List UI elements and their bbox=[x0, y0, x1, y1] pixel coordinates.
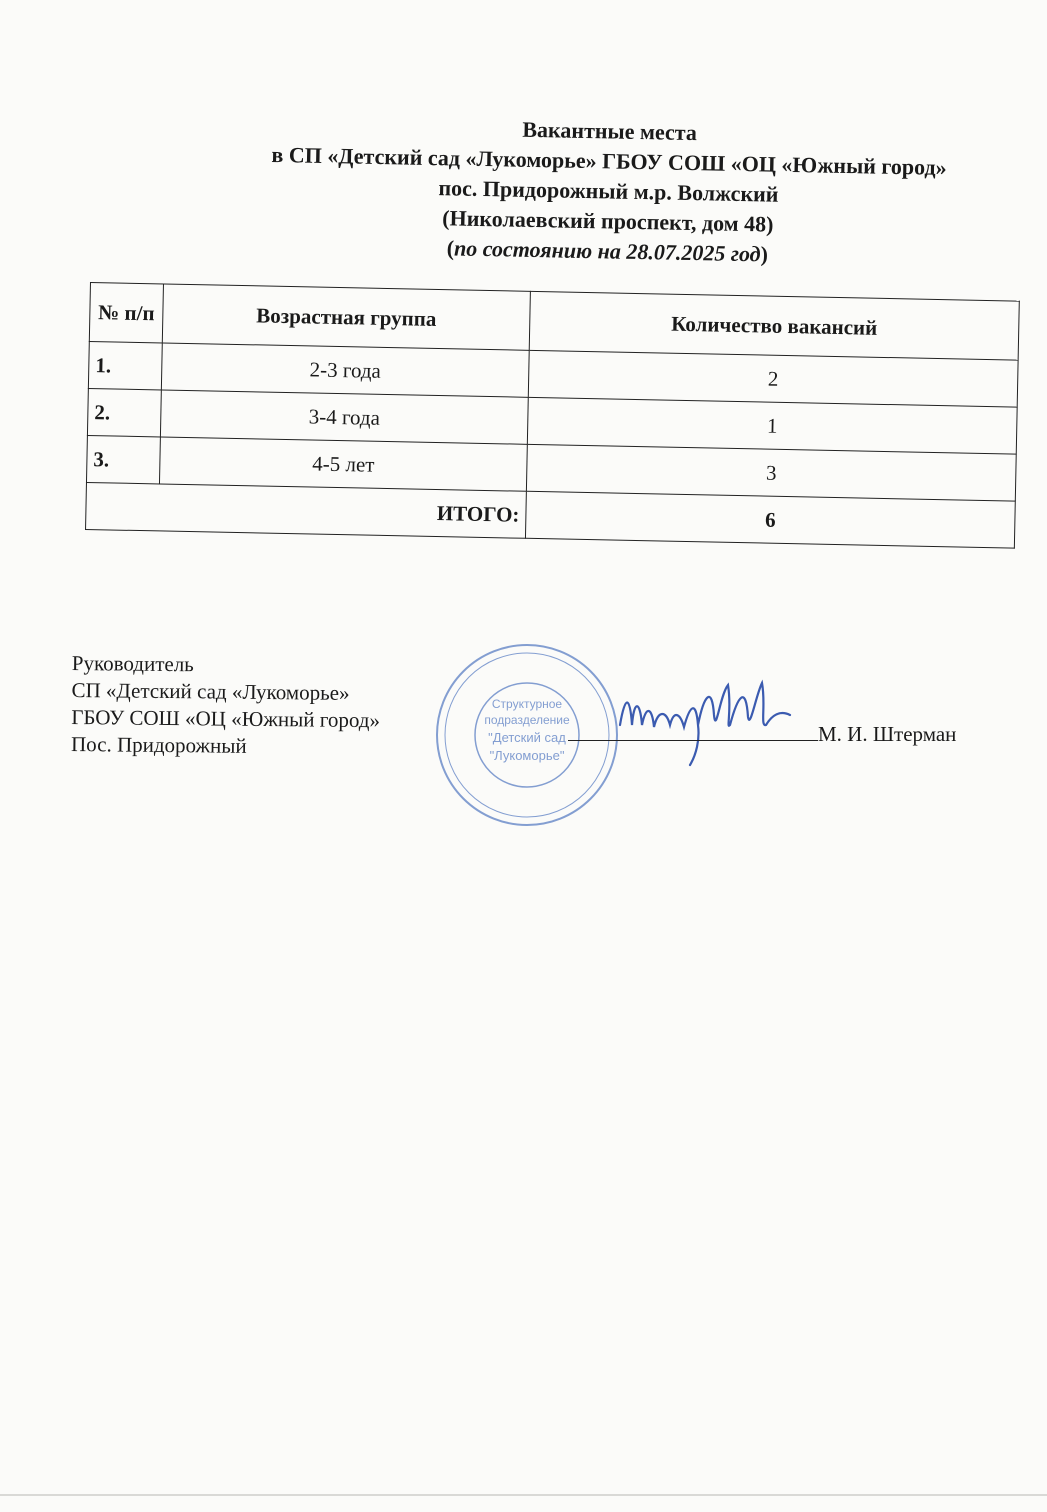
total-label: ИТОГО: bbox=[86, 482, 527, 538]
row-age-group: 2-3 года bbox=[161, 343, 529, 397]
signoff-block bbox=[71, 650, 381, 761]
row-count: 1 bbox=[527, 397, 1017, 454]
row-num: 3. bbox=[86, 435, 160, 483]
header-locality: пос. Придорожный м.р. Волжский bbox=[438, 175, 779, 207]
document-header bbox=[167, 108, 1047, 275]
stamp-line-1: Структурное bbox=[491, 697, 563, 711]
header-age-group: Возрастная группа bbox=[162, 284, 530, 350]
stamp-line-2: подразделение bbox=[484, 713, 570, 727]
header-vacancy-count: Количество вакансий bbox=[529, 291, 1019, 360]
signoff-locality: Пос. Придорожный bbox=[70, 731, 247, 758]
signature-line bbox=[568, 722, 818, 741]
row-num: 2. bbox=[87, 388, 161, 436]
signoff-org-1: СП «Детский сад «Лукоморье» bbox=[71, 677, 350, 705]
vacancies-table-wrap bbox=[85, 282, 1020, 549]
header-num: № п/п bbox=[89, 283, 163, 343]
header-date-text: по состоянию на 28.07.2025 год bbox=[453, 235, 761, 267]
scan-edge-divider bbox=[0, 1494, 1047, 1496]
row-count: 2 bbox=[528, 350, 1018, 407]
stamp-line-3: "Детский сад bbox=[488, 730, 566, 745]
header-title: Вакантные места bbox=[522, 116, 698, 146]
header-date-close: ) bbox=[760, 241, 769, 267]
row-age-group: 4-5 лет bbox=[159, 437, 527, 491]
row-count: 3 bbox=[526, 444, 1016, 501]
row-age-group: 3-4 года bbox=[160, 390, 528, 444]
header-organization: в СП «Детский сад «Лукоморье» ГБОУ СОШ «ОЦ «Южный город» bbox=[271, 141, 947, 180]
signer-block bbox=[568, 722, 956, 747]
header-address: (Николаевский проспект, дом 48) bbox=[442, 205, 774, 237]
total-value: 6 bbox=[525, 491, 1015, 548]
signoff-org-2: ГБОУ СОШ «ОЦ «Южный город» bbox=[71, 704, 381, 733]
signoff-position: Руководитель bbox=[71, 650, 194, 677]
header-date-open: ( bbox=[446, 235, 455, 261]
handwritten-signature-icon bbox=[600, 655, 800, 775]
row-num: 1. bbox=[88, 341, 162, 389]
stamp-line-4: "Лукоморье" bbox=[489, 748, 565, 763]
vacancies-table bbox=[85, 282, 1020, 549]
signer-name: М. И. Штерман bbox=[818, 722, 957, 746]
